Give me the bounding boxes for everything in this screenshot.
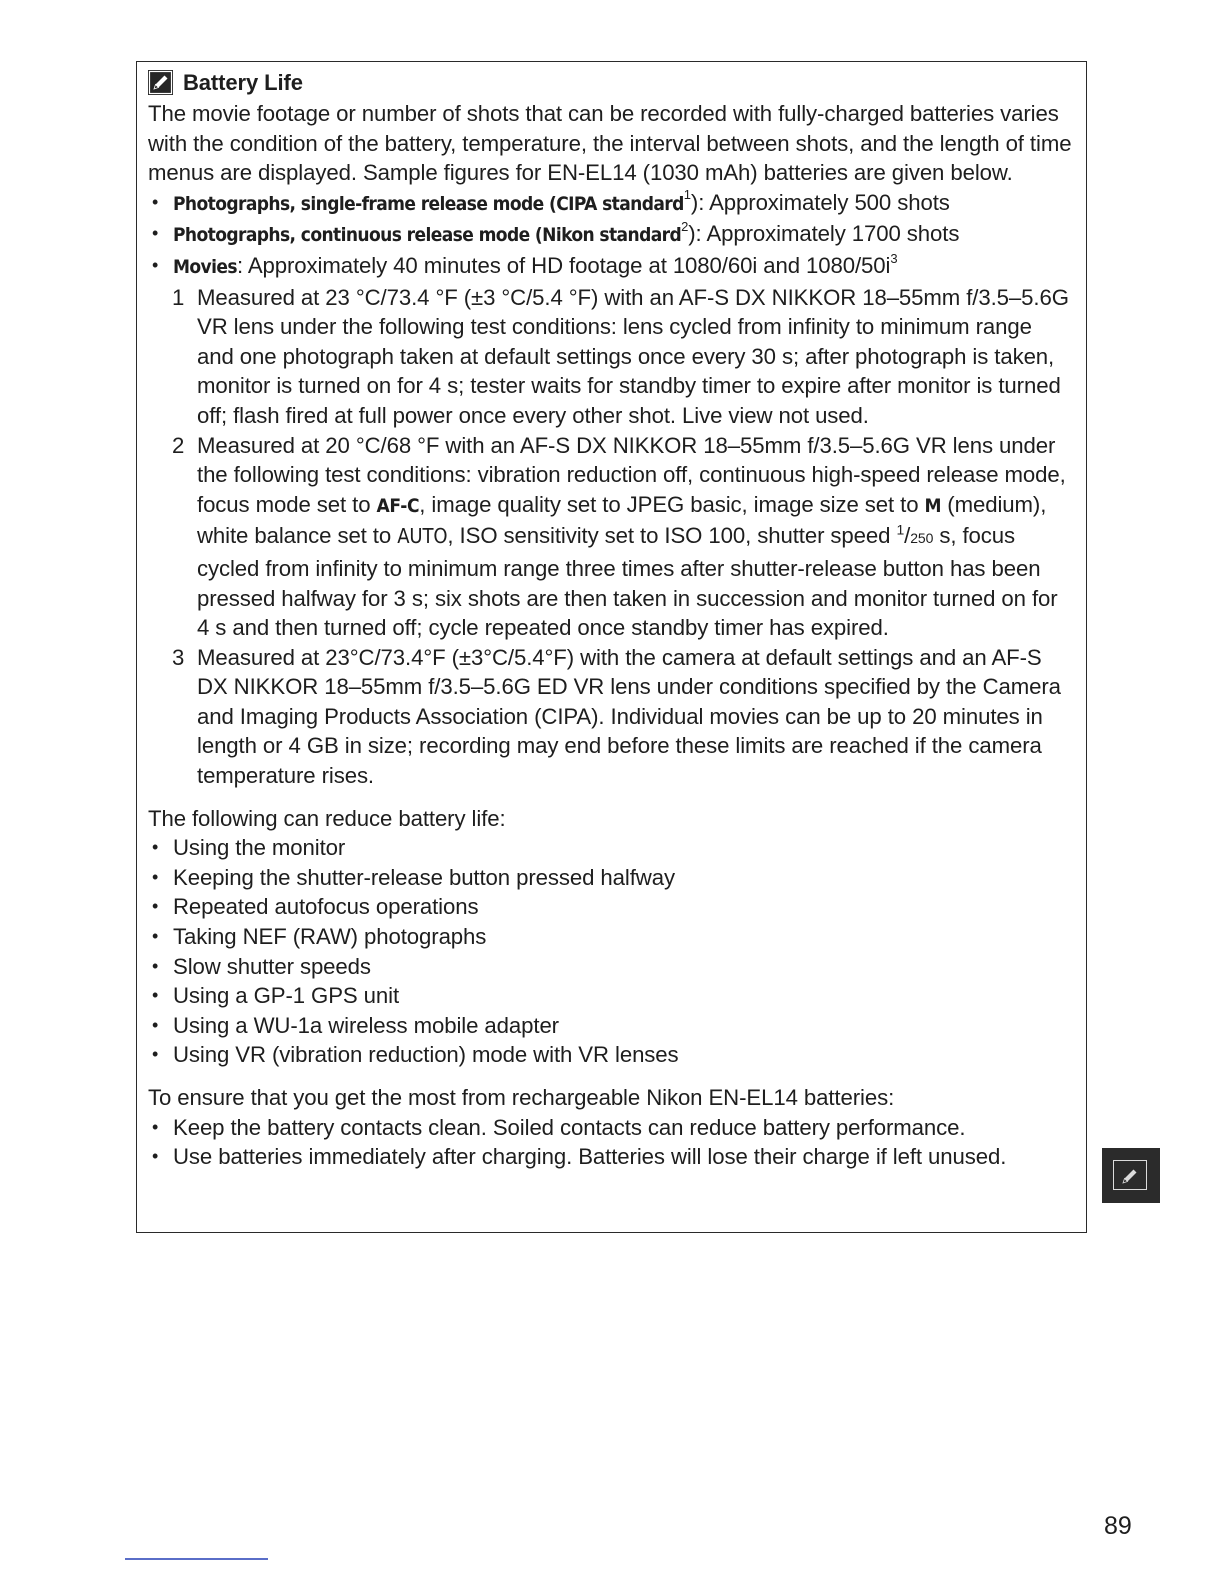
footnote-number: 3: [172, 644, 185, 670]
list-item: • Using a WU-1a wireless mobile adapter: [148, 1011, 1074, 1041]
figure-label: Photographs, continuous release mode (Nikon standard: [173, 224, 682, 247]
shutter-fraction-numerator: 1: [896, 521, 905, 538]
intro-paragraph: The movie footage or number of shots that can be recorded with fully-charged batteries varies with the condition of the battery, temperature, the interval between shots, and the length of time menus are displayed. Sample figures for EN-EL14 (1030 mAh) batteries are given below.: [148, 101, 1072, 186]
notes-tab-icon: [1102, 1148, 1160, 1203]
figure-text: ): Approximately 500 shots: [690, 189, 950, 215]
footnotes-list: [148, 283, 1074, 791]
list-item: • Using a GP-1 GPS unit: [148, 981, 1074, 1011]
list-item: • Slow shutter speeds: [148, 952, 1074, 982]
footnote-1: [148, 283, 1074, 431]
list-item: • Repeated autofocus operations: [148, 892, 1074, 922]
figure-text: ): Approximately 1700 shots: [688, 221, 960, 247]
battery-life-note: [136, 61, 1087, 1233]
list-item: • Keep the battery contacts clean. Soiled contacts can reduce battery performance.: [148, 1113, 1074, 1143]
figure-label: Movies: [173, 255, 237, 278]
footnote-ref: 1: [683, 187, 691, 203]
footnote-text: Measured at 23°C/73.4°F (±3°C/5.4°F) with the camera at default settings and an AF-S DX NIKKOR 18–55mm f/3.5–5.6G ED VR lens under conditions specified by the Camera and Imaging Products Association (CIPA). Individual movies can be up to 20 minutes in length or 4 GB in size; recording may end before these limits are reached if the camera temperature rises.: [197, 644, 1061, 789]
figures-list: [148, 188, 1074, 283]
figure-item: [148, 188, 1074, 220]
shutter-fraction-separator: /: [904, 523, 911, 549]
footnote-number: 2: [172, 432, 185, 458]
image-size-value: M: [924, 494, 942, 517]
figure-item: [148, 251, 1074, 283]
list-item: • Using VR (vibration reduction) mode with VR lenses: [148, 1040, 1074, 1070]
list-item: • Using the monitor: [148, 833, 1074, 863]
tips-list: [148, 1113, 1074, 1172]
list-item: • Keeping the shutter-release button pressed halfway: [148, 863, 1074, 893]
pencil-icon: [148, 70, 173, 95]
figure-item: [148, 219, 1074, 251]
reduce-list: [148, 833, 1074, 1070]
list-item: • Taking NEF (RAW) photographs: [148, 922, 1074, 952]
shutter-fraction-denominator: 250: [910, 530, 934, 547]
footnote-number: 1: [172, 284, 185, 310]
page-number: 89: [1104, 1512, 1132, 1540]
focus-mode-value: AF-C: [376, 494, 420, 517]
footer-rule: [125, 1558, 268, 1560]
reduce-intro: The following can reduce battery life:: [148, 805, 506, 831]
footnote-text: Measured at 23 °C/73.4 °F (±3 °C/5.4 °F) with an AF-S DX NIKKOR 18–55mm f/3.5–5.6G VR lens under the following test conditions: lens cycled from infinity to minimum range and one photograph taken at default settings once every 30 s; after photograph is taken, monitor is turned on for 4 s; tester waits for standby timer to expire after monitor is turned off; flash fired at full power once every other shot. Live view not used.: [197, 284, 1069, 428]
tips-intro: To ensure that you get the most from rechargeable Nikon EN-EL14 batteries:: [148, 1085, 895, 1110]
figure-label: Photographs, single-frame release mode (CIPA standard: [173, 192, 684, 215]
note-title: Battery Life: [183, 69, 303, 95]
footnote-ref: 3: [890, 250, 898, 266]
footnote-ref: 2: [681, 218, 689, 234]
footnote-3: [148, 643, 1074, 791]
tab-frame: [1113, 1160, 1147, 1190]
figure-text: : Approximately 40 minutes of HD footage at 1080/60i and 1080/50i: [236, 252, 891, 278]
note-header: [148, 66, 1074, 99]
pencil-glyph: [1114, 1161, 1145, 1188]
footnote-2: 2 Measured at 20 °C/68 °F with an AF-S DX NIKKOR 18–55mm f/3.5–5.6G VR lens under the following test conditions: vibration reduction off, continuous high-speed release mode, focus mode set to AF-C, image quality set to JPEG basic, image size set to M (medium), white balance set to AUTO, ISO sensitivity set to ISO 100, shutter speed $^1$/250 s, focus cycled from infinity to minimum range three times after shutter-release button has been pressed halfway for 3 s; six shots are then taken in succession and monitor turned on for 4 s and then turned off; cycle repeated once standby timer has expired.: [172, 432, 1066, 641]
white-balance-value: AUTO: [397, 524, 448, 549]
list-item: • Use batteries immediately after charging. Batteries will lose their charge if left unused.: [148, 1142, 1074, 1172]
